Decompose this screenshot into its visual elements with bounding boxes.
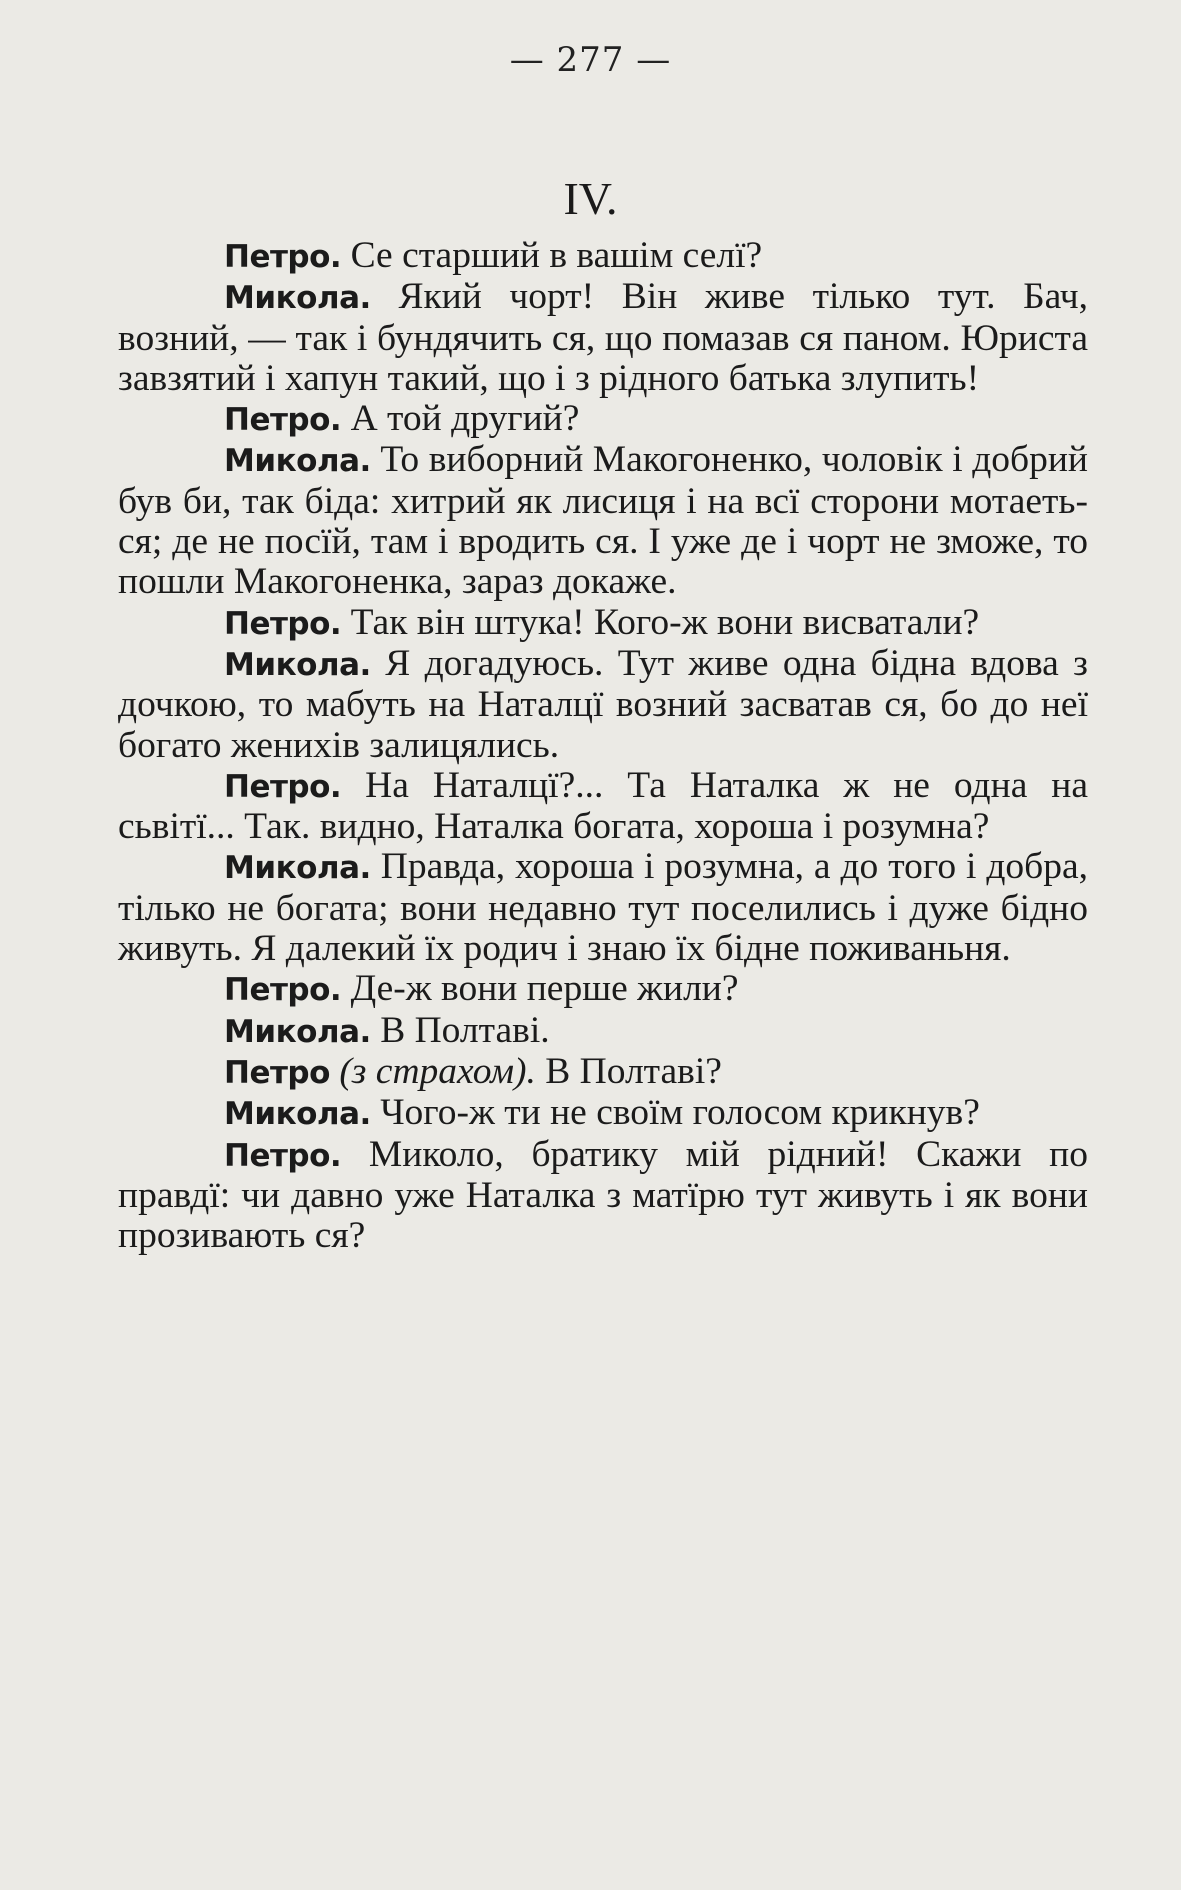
dialogue-line: [118, 766, 1088, 848]
line-text: Так він штука! Кого-ж вони висватали?: [350, 601, 980, 643]
dialogue-line: [118, 1135, 1088, 1257]
dialogue-line: [118, 399, 1088, 440]
speaker-name: Микола.: [224, 443, 371, 480]
dialogue-text: [118, 236, 1088, 1256]
dialogue-line: [118, 1052, 1088, 1093]
speaker-name: Микола.: [224, 850, 371, 887]
line-text: Се старший в вашім селї?: [350, 235, 763, 276]
speaker-name: Микола.: [224, 1096, 371, 1133]
line-text: На Наталцї?... Та Наталка ж не одна на сьвітї... Так. видно, Наталка богата, хороша і розумна?: [118, 764, 1088, 848]
speaker-name: Микола.: [224, 646, 371, 683]
line-text: Миколо, братику мій рідний! Скажи по правдї: чи давно уже Наталка з матїрю тут живуть і як вони прозивають ся?: [118, 1133, 1088, 1257]
stage-direction: (з страхом).: [339, 1050, 536, 1092]
page-number: — 277 —: [509, 40, 672, 80]
speaker-name: Микола.: [224, 280, 371, 317]
dialogue-line: [118, 277, 1088, 399]
speaker-name: Петро.: [224, 1137, 342, 1174]
dialogue-line: [118, 969, 1088, 1010]
line-text: То виборний Макогоненко, чоловік і добрий був би, так біда: хитрий як лисиця і на всї сторони мотаеть-ся; де не посїй, там і вродить ся. І уже де і чорт не зможе, то пошли Макогоненка, зараз докаже.: [118, 439, 1088, 603]
speaker-name: Петро.: [224, 605, 342, 642]
dialogue-line: [118, 644, 1088, 766]
speaker-name: Петро.: [224, 239, 342, 275]
speaker-name: Петро.: [224, 768, 342, 805]
speaker-name: Петро: [224, 1054, 330, 1091]
speaker-name: Микола.: [224, 1013, 371, 1050]
line-text: Де-ж вони перше жили?: [350, 968, 739, 1010]
dialogue-line: [118, 1011, 1088, 1052]
speaker-name: Петро.: [224, 972, 342, 1009]
dialogue-line: [118, 847, 1088, 969]
line-text: Який чорт! Він живе тілько тут. Бач, возний, — так і бундячить ся, що помазав ся паном. Юриста завзятий і хапун такий, що і з рідного батька злупить!: [118, 276, 1089, 399]
line-text: А той другий?: [350, 398, 580, 440]
line-text: Правда, хороша і розумна, а до того і добра, тілько не богата; вони недавно тут поселились і дуже бідно живуть. Я далекий їх родич і знаю їх бідне поживаньня.: [118, 846, 1089, 970]
line-text: В Полтаві.: [380, 1009, 550, 1051]
dialogue-line: [118, 236, 1088, 277]
line-text: В Полтаві?: [545, 1050, 722, 1092]
dialogue-line: [118, 603, 1088, 644]
line-text: Чого-ж ти не своїм голосом крикнув?: [380, 1092, 980, 1134]
speaker-name: Петро.: [224, 402, 342, 439]
dialogue-line: [118, 1093, 1088, 1134]
dialogue-line: [118, 440, 1088, 602]
section-heading: IV.: [563, 173, 618, 224]
line-text: Я догадуюсь. Тут живе одна бідна вдова з дочкою, то мабуть на Наталцї возний засватав ся, бо до неї богато женихів залицялись.: [118, 642, 1088, 766]
